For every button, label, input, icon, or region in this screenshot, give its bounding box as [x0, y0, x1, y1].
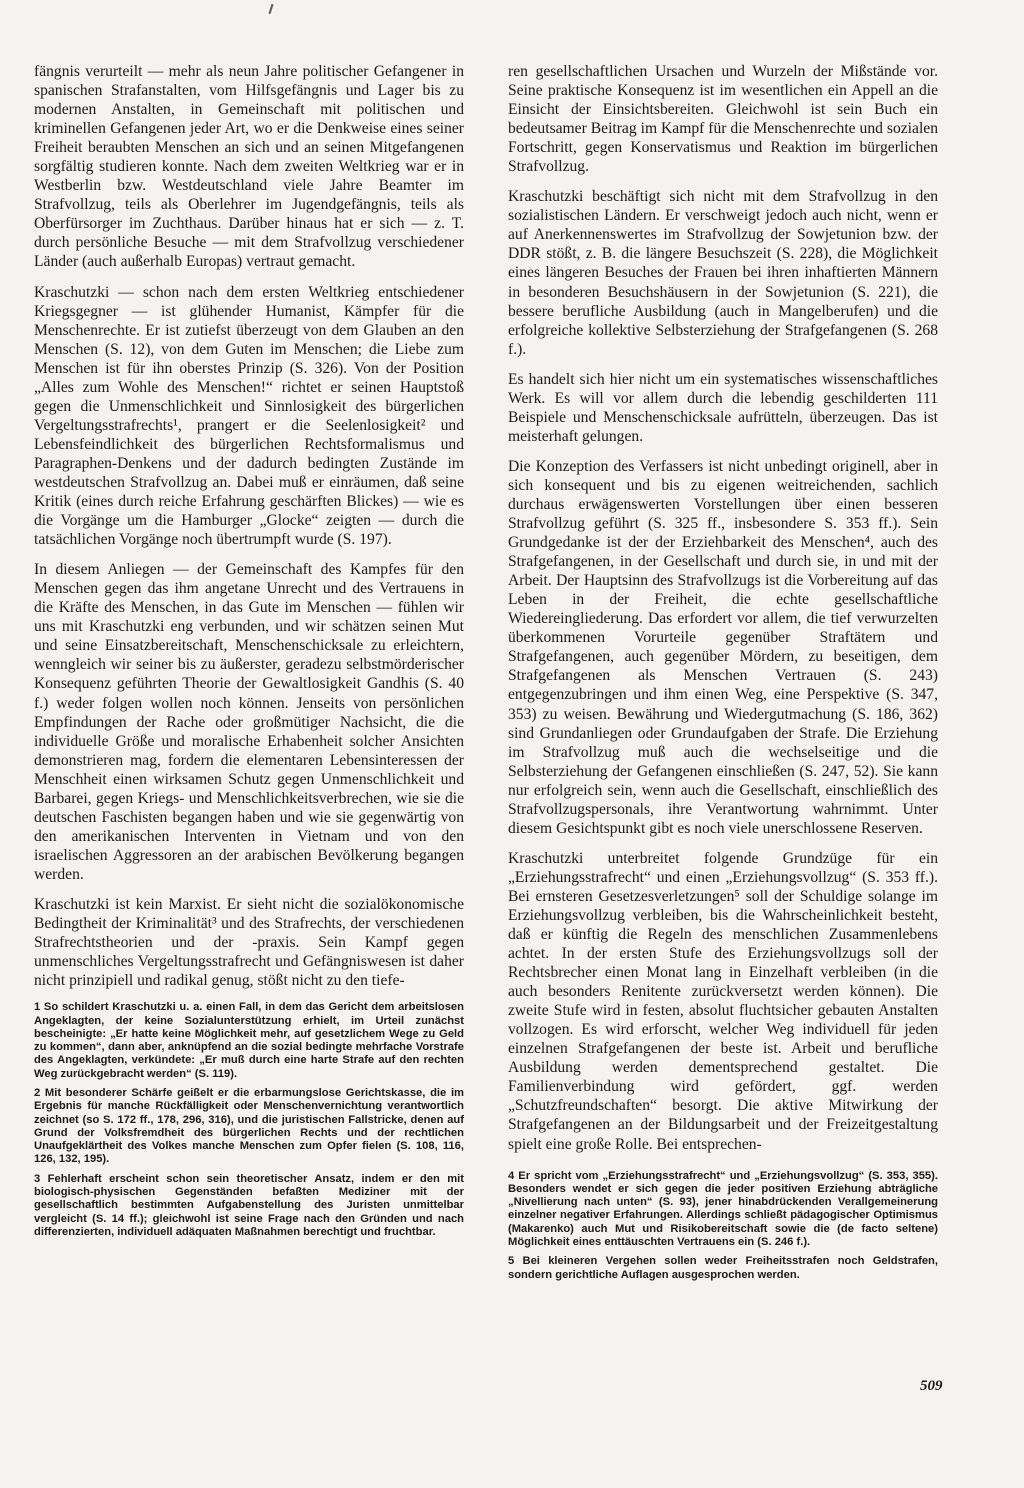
footnotes-left: [34, 1001, 464, 1239]
paragraph: Kraschutzki — schon nach dem ersten Weltkrieg entschiedener Kriegsgegner — ist glühender Humanist, Kämpfer für die Menschenrechte. Er ist zutiefst überzeugt von dem Glauben an den Menschen (S. 12), von dem Guten im Menschen; die Liebe zum Menschen ist für ihn oberstes Prinzip (S. 326). Von der Position „Alles zum Wohle des Menschen!“ richtet er seinen Hauptstoß gegen die Unmenschlichkeit und Sinnlosigkeit des bürgerlichen Vergeltungsstrafrechts¹, prangert er die Seelenlosigkeit² und Lebensfeindlichkeit des bürgerlichen Rechtsformalismus und Paragraphen-Denkens und der dadurch bedingten Zustände im westdeutschen Strafvollzug an. Dabei muß er einräumen, daß seine Kritik (eines durch reiche Erfahrung geschärften Blickes) — wie es die Vorgänge um die Hamburger „Glocke“ zeigten — durch die tatsächlichen Vorgänge noch übertrumpft wurde (S. 197).: [34, 283, 464, 549]
footnote: 3 Fehlerhaft erscheint schon sein theoretischer Ansatz, indem er den mit biologisch-physischen Gegenständen befaßten Mediziner mit der gesellschaftlich bestimmten Aufgabenstellung des Juristen unmittelbar vergleicht (S. 14 ff.); gleichwohl ist seine Frage nach den Gründen und nach differenzierten, individuell adäquaten Maßnahmen berechtigt und fruchtbar.: [34, 1172, 464, 1238]
footnote: 4 Er spricht vom „Erziehungsstrafrecht“ und „Erziehungsvollzug“ (S. 353, 355). Besonders wendet er sich gegen die jeder positiven Erziehung abträgliche „Nivellierung nach unten“ (S. 93), jener hinabdrückenden Verallgemeinerung einzelner negativer Erfahrungen. Allerdings schließt pädagogischer Optimismus (Makarenko) auch Mut und Risikobereitschaft sowie die (de facto seltene) Möglichkeit eines enttäuschten Vertrauens ein (S. 246 f.).: [508, 1169, 938, 1249]
footnote: 2 Mit besonderer Schärfe geißelt er die erbarmungslose Gerichtskasse, die im Ergebnis für manche Rückfälligkeit oder Menschenvernichtung verantwortlich zeichnet (so S. 172 ff., 178, 296, 316), und die juristischen Fallstricke, denen auf Grund der Volksfremdheit des bürgerlichen Rechts und der rechtlichen Unaufgeklärtheit des Volkes manche Menschen zum Opfer fielen (S. 108, 116, 126, 132, 195).: [34, 1086, 464, 1166]
paragraph: fängnis verurteilt — mehr als neun Jahre politischer Gefangener in spanischen Strafanstalten, vom Hilfsgefängnis und Lager bis zu modernen Anstalten, in Gemeinschaft mit politischen und kriminellen Gefangenen jeder Art, wo er die Denkweise eines seiner Freiheit beraubten Menschen an sich und an seinen Mitgefangenen sorgfältig studieren konnte. Nach dem zweiten Weltkrieg war er in Westberlin bzw. Westdeutschland viele Jahre Beamter im Strafvollzug, teils als Oberlehrer im Jugendgefängnis, teils als Oberfürsorger im Zuchthaus. Darüber hinaus hat er sich — z. T. durch persönliche Besuche — mit dem Strafvollzug verschiedener Länder (auch außerhalb Europas) vertraut gemacht.: [34, 63, 464, 271]
footnotes-right: [508, 1170, 938, 1282]
paragraph: Kraschutzki unterbreitet folgende Grundzüge für ein „Erziehungsstrafrecht“ und einen „Erziehungsvollzug“ (S. 353 ff.). Bei ernsteren Gesetzesverletzungen⁵ soll der Schuldige solange im Erziehungsvollzug verbleiben, bis die Wahrscheinlichkeit besteht, daß er künftig die Regeln des menschlichen Zusammenlebens achtet. In der ersten Stufe des Erziehungsvollzugs soll der Rechtsbrecher einen Monat lang in Einzelhaft verbleiben (in die auch besonders Renitente zurückversetzt werden können). Die zweite Stufe wird in festen, absolut fluchtsicher gebauten Anstalten vollzogen. Es wird erforscht, welcher Weg individuell für jeden einzelnen Strafgefangenen der beste ist. Arbeit und berufliche Ausbildung werden dementsprechend gestaltet. Die Familienverbindung wird gefördert, ggf. werden „Schutzfreundschaften“ besorgt. Die aktive Mitwirkung der Strafgefangenen an der Bildungsarbeit und der Freizeitgestaltung spielt eine große Rolle. Bei entsprechen-: [508, 849, 938, 1153]
scan-mark: [269, 4, 274, 14]
left-column: [34, 62, 464, 1245]
footnote: 5 Bei kleineren Vergehen sollen weder Freiheitsstrafen noch Geldstrafen, sondern gerichtliche Auflagen ausgesprochen werden.: [508, 1255, 938, 1281]
paragraph: Kraschutzki beschäftigt sich nicht mit dem Strafvollzug in den sozialistischen Ländern. Er verschweigt jedoch auch nicht, wenn er auf Anerkennenswertes im Strafvollzug der Sowjetunion bzw. der DDR stößt, z. B. die längere Besuchszeit (S. 228), die Möglichkeit eines längeren Besuches der Frauen bei ihren inhaftierten Männern in besonderen Besuchshäusern in der Sowjetunion (S. 221), die bessere berufliche Ausbildung (auch in Mangelberufen) und die erfolgreiche kollektive Selbsterziehung der Strafgefangenen (S. 268 f.).: [508, 188, 938, 358]
right-column: [508, 62, 938, 1288]
paragraph: ren gesellschaftlichen Ursachen und Wurzeln der Mißstände vor. Seine praktische Konsequenz ist im wesentlichen ein Appell an die Einsicht der Einsichtsbereiten. Gleichwohl ist sein Buch ein bedeutsamer Beitrag im Kampf für die Menschenrechte und sozialen Fortschritt, gegen Konservatismus und Reaktion im bürgerlichen Strafvollzug.: [508, 63, 938, 176]
paragraph: Die Konzeption des Verfassers ist nicht unbedingt originell, aber in sich konsequent und bis zu eigenen weitreichenden, sachlich durchaus erwägenswerten Vorstellungen über einen besseren Strafvollzug geführt (S. 325 ff., insbesondere S. 353 ff.). Sein Grundgedanke ist der der Erziehbarkeit des Menschen⁴, auch des Strafgefangenen, in der Gesellschaft und durch sie, in und mit der Arbeit. Der Hauptsinn des Strafvollzugs ist die Vorbereitung auf das Leben in der Freiheit, die echte gesellschaftliche Wiedereingliederung. Das erfordert vor allem, die tief verwurzelten überkommenen Vorurteile gegenüber Straftätern und Strafgefangenen, auch gegenüber Mördern, zu beseitigen, dem Strafgefangenen als Menschen Vertrauen (S. 243) entgegenzubringen und ihm einen Weg, eine Perspektive (S. 347, 353) zu weisen. Bewährung und Wiedergutmachung (S. 186, 362) sind Grundanliegen oder Grundaufgaben der Strafe. Die Erziehung im Strafvollzug muß auch die wechselseitige und die Selbsterziehung der Gefangenen einschließen (S. 247, 52). Sie kann nur erfolgreich sein, wenn auch die Gesellschaft, einschließlich des Strafvollzugspersonals, ihre Verantwortung wahrnimmt. Unter diesem Gesichtspunkt gibt es noch viele unerschlossene Reserven.: [508, 457, 938, 837]
page-number: 509: [920, 1378, 943, 1394]
paragraph: In diesem Anliegen — der Gemeinschaft des Kampfes für den Menschen gegen das ihm angetane Unrecht und des Vertrauens in die Kräfte des Menschen, in das Gute im Menschen — fühlen wir uns mit Kraschutzki eng verbunden, und wir schätzen seinen Mut und seine Einsatzbereitschaft, Menschenschicksale zu erleichtern, wenngleich wir seiner bis zu äußerster, geradezu selbstmörderischer Konsequenz geführten Theorie der Gewaltlosigkeit Gandhis (S. 40 f.) weder folgen wollen noch können. Jenseits von persönlichen Empfindungen der Rache oder großmütiger Nachsicht, die die individuelle Größe und moralische Erhabenheit solcher Ansichten demonstrieren mag, fordern die elementaren Lebensinteressen der Menschheit einen wirksamen Schutz gegen Unmenschlichkeit und Barbarei, gegen Kriegs- und Menschlichkeitsverbrechen, wie sie die deutschen Faschisten begangen haben und wie sie gegenwärtig von den amerikanischen Interventen in Vietnam und von den israelischen Aggressoren an der arabischen Bevölkerung begangen werden.: [34, 561, 464, 883]
paragraph: Kraschutzki ist kein Marxist. Er sieht nicht die sozialökonomische Bedingtheit der Kriminalität³ und des Strafrechts, der verschiedenen Strafrechtstheorien und der -praxis. Sein Kampf gegen unmenschliches Vergeltungsstrafrecht und Gefängniswesen ist daher nicht prinzipiell und radikal genug, stößt nicht zu den tiefe-: [34, 895, 464, 990]
footnote: 1 So schildert Kraschutzki u. a. einen Fall, in dem das Gericht dem arbeitslosen Angeklagten, der keine Sozialunterstützung erhielt, im Urteil zunächst bescheinigte: „Er hatte keine Möglichkeit mehr, auf gesetzlichem Wege zu Geld zu kommen“, dann aber, anknüpfend an die sozial bedingte mehrfache Vorstrafe des Angeklagten, verkündete: „Er muß durch eine harte Strafe auf den rechten Weg zurückgebracht werden“ (S. 119).: [34, 1001, 464, 1080]
paragraph: Es handelt sich hier nicht um ein systematisches wissenschaftliches Werk. Es will vor allem durch die lebendig geschilderten 111 Beispiele und Menschenschicksale aufrütteln, überzeugen. Das ist meisterhaft gelungen.: [508, 370, 938, 445]
